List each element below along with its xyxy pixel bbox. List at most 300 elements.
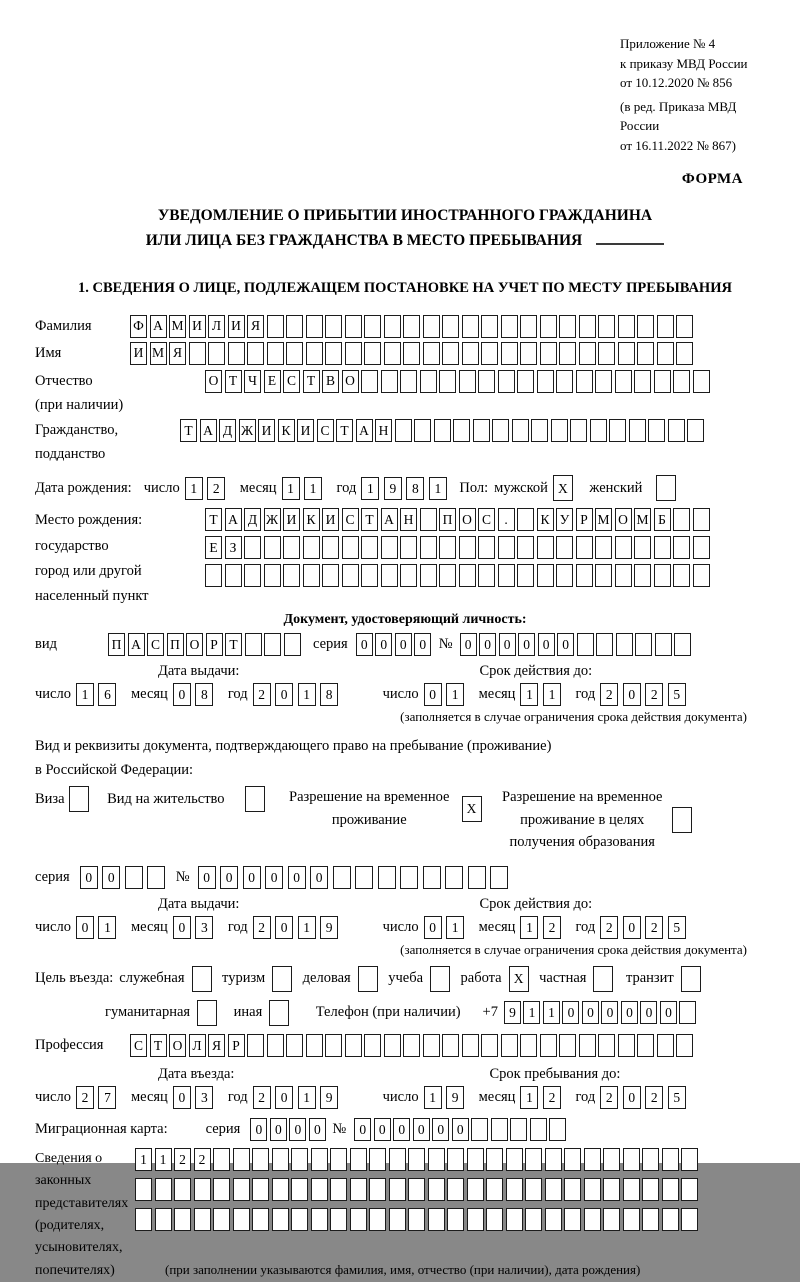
cell[interactable]: 2	[543, 916, 561, 939]
cell[interactable]	[400, 370, 417, 393]
cell[interactable]	[252, 1178, 269, 1201]
cell[interactable]	[306, 315, 323, 338]
cell[interactable]: А	[225, 508, 242, 531]
cell[interactable]: X	[462, 796, 482, 822]
cell[interactable]: 0	[424, 683, 442, 706]
cell[interactable]	[579, 1034, 596, 1057]
cell[interactable]: 7	[98, 1086, 116, 1109]
cell[interactable]: К	[278, 419, 295, 442]
cell[interactable]	[510, 1118, 527, 1141]
cell[interactable]	[286, 315, 303, 338]
cell[interactable]: 1	[282, 477, 300, 500]
cell[interactable]: 5	[668, 916, 686, 939]
cell[interactable]	[520, 315, 537, 338]
cell[interactable]	[384, 342, 401, 365]
cell[interactable]	[676, 315, 693, 338]
cell[interactable]	[595, 564, 612, 587]
cell[interactable]	[286, 342, 303, 365]
cell[interactable]	[361, 536, 378, 559]
cell[interactable]: 2	[600, 916, 618, 939]
cell[interactable]	[233, 1208, 250, 1231]
cell[interactable]	[673, 536, 690, 559]
cell[interactable]: 2	[253, 1086, 271, 1109]
cell[interactable]	[672, 807, 692, 833]
cell[interactable]	[556, 370, 573, 393]
cell[interactable]	[687, 419, 704, 442]
cell[interactable]: 0	[395, 633, 412, 656]
cell[interactable]	[481, 315, 498, 338]
cell[interactable]	[520, 342, 537, 365]
issue2-month-boxes[interactable]	[173, 916, 218, 939]
entry-year-boxes[interactable]	[253, 1086, 343, 1109]
cell[interactable]	[517, 370, 534, 393]
cell[interactable]: М	[150, 342, 167, 365]
cell[interactable]: 1	[135, 1148, 152, 1171]
cell[interactable]: А	[381, 508, 398, 531]
cell[interactable]: 0	[270, 1118, 287, 1141]
cell[interactable]	[213, 1208, 230, 1231]
cell[interactable]: 0	[601, 1001, 618, 1024]
cell[interactable]	[579, 342, 596, 365]
cell[interactable]: 0	[623, 683, 641, 706]
cell[interactable]: И	[189, 315, 206, 338]
cell[interactable]	[420, 370, 437, 393]
cell[interactable]: Н	[375, 419, 392, 442]
valid2-year-boxes[interactable]	[600, 916, 690, 939]
cell[interactable]	[657, 342, 674, 365]
doc2-number-boxes[interactable]	[198, 866, 513, 889]
cell[interactable]: Ж	[264, 508, 281, 531]
cell[interactable]	[537, 536, 554, 559]
cell[interactable]	[442, 342, 459, 365]
cell[interactable]	[197, 1000, 217, 1026]
cell[interactable]: Р	[228, 1034, 245, 1057]
cell[interactable]	[408, 1148, 425, 1171]
cell[interactable]	[400, 866, 418, 889]
issue1-month-boxes[interactable]	[173, 683, 218, 706]
cell[interactable]	[471, 1118, 488, 1141]
cell[interactable]: 0	[518, 633, 535, 656]
viza-checkbox[interactable]	[69, 786, 92, 812]
cell[interactable]	[478, 564, 495, 587]
cell[interactable]	[615, 536, 632, 559]
cell[interactable]	[269, 1000, 289, 1026]
cell[interactable]	[506, 1148, 523, 1171]
cell[interactable]: 0	[288, 866, 306, 889]
cell[interactable]: Б	[654, 508, 671, 531]
representatives-boxes-row3[interactable]	[135, 1208, 701, 1231]
cell[interactable]: 9	[384, 477, 402, 500]
cell[interactable]	[423, 1034, 440, 1057]
cell[interactable]	[556, 536, 573, 559]
cell[interactable]: Т	[180, 419, 197, 442]
cell[interactable]	[423, 342, 440, 365]
cell[interactable]: 0	[538, 633, 555, 656]
cell[interactable]: Т	[205, 508, 222, 531]
cell[interactable]	[381, 370, 398, 393]
cell[interactable]	[693, 508, 710, 531]
stay-day-boxes[interactable]	[424, 1086, 469, 1109]
cell[interactable]	[657, 1034, 674, 1057]
birth-year-boxes[interactable]	[361, 477, 451, 500]
cell[interactable]	[252, 1148, 269, 1171]
cell[interactable]	[501, 342, 518, 365]
cell[interactable]: 0	[414, 633, 431, 656]
purpose-chastnaya-checkbox[interactable]	[593, 966, 616, 992]
cell[interactable]	[247, 1034, 264, 1057]
cell[interactable]	[125, 866, 143, 889]
cell[interactable]	[291, 1208, 308, 1231]
cell[interactable]	[674, 633, 691, 656]
cell[interactable]	[350, 1148, 367, 1171]
cell[interactable]: И	[283, 508, 300, 531]
cell[interactable]	[325, 1034, 342, 1057]
cell[interactable]	[311, 1178, 328, 1201]
cell[interactable]	[654, 564, 671, 587]
cell[interactable]	[549, 1118, 566, 1141]
cell[interactable]	[540, 315, 557, 338]
cell[interactable]	[467, 1148, 484, 1171]
cell[interactable]	[381, 536, 398, 559]
cell[interactable]: 1	[543, 683, 561, 706]
cell[interactable]	[490, 866, 508, 889]
cell[interactable]	[598, 315, 615, 338]
cell[interactable]	[673, 508, 690, 531]
cell[interactable]: О	[459, 508, 476, 531]
cell[interactable]: Д	[219, 419, 236, 442]
cell[interactable]: Т	[225, 370, 242, 393]
cell[interactable]	[272, 1208, 289, 1231]
cell[interactable]	[147, 866, 165, 889]
cell[interactable]	[330, 1178, 347, 1201]
cell[interactable]	[584, 1208, 601, 1231]
cell[interactable]: В	[322, 370, 339, 393]
cell[interactable]	[478, 536, 495, 559]
birth-day-boxes[interactable]	[185, 477, 230, 500]
cell[interactable]	[467, 1208, 484, 1231]
cell[interactable]: 2	[253, 683, 271, 706]
cell[interactable]	[462, 1034, 479, 1057]
cell[interactable]	[291, 1178, 308, 1201]
cell[interactable]: 0	[424, 916, 442, 939]
identity-seriya-boxes[interactable]	[356, 633, 434, 656]
cell[interactable]: 1	[429, 477, 447, 500]
cell[interactable]	[208, 342, 225, 365]
cell[interactable]	[637, 315, 654, 338]
cell[interactable]	[623, 1148, 640, 1171]
cell[interactable]	[473, 419, 490, 442]
cell[interactable]	[245, 633, 262, 656]
cell[interactable]: И	[130, 342, 147, 365]
cell[interactable]	[468, 866, 486, 889]
cell[interactable]	[403, 342, 420, 365]
cell[interactable]	[369, 1208, 386, 1231]
cell[interactable]: 0	[623, 916, 641, 939]
cell[interactable]	[361, 370, 378, 393]
cell[interactable]	[491, 1118, 508, 1141]
cell[interactable]	[512, 419, 529, 442]
cell[interactable]	[345, 342, 362, 365]
cell[interactable]: И	[297, 419, 314, 442]
cell[interactable]	[361, 564, 378, 587]
cell[interactable]	[325, 342, 342, 365]
cell[interactable]	[333, 866, 351, 889]
cell[interactable]	[668, 419, 685, 442]
cell[interactable]: С	[147, 633, 164, 656]
cell[interactable]: 8	[320, 683, 338, 706]
cell[interactable]	[194, 1178, 211, 1201]
cell[interactable]: 0	[452, 1118, 469, 1141]
cell[interactable]	[453, 419, 470, 442]
cell[interactable]	[174, 1178, 191, 1201]
cell[interactable]	[428, 1178, 445, 1201]
cell[interactable]	[676, 1034, 693, 1057]
cell[interactable]	[506, 1208, 523, 1231]
cell[interactable]	[576, 370, 593, 393]
cell[interactable]	[623, 1208, 640, 1231]
cell[interactable]	[389, 1178, 406, 1201]
cell[interactable]	[306, 342, 323, 365]
cell[interactable]	[540, 342, 557, 365]
cell[interactable]	[311, 1208, 328, 1231]
cell[interactable]	[616, 633, 633, 656]
profession-boxes[interactable]	[130, 1034, 696, 1057]
patronymic-boxes[interactable]	[205, 370, 712, 393]
cell[interactable]	[577, 633, 594, 656]
cell[interactable]: 9	[320, 1086, 338, 1109]
cell[interactable]: 0	[275, 683, 293, 706]
cell[interactable]	[244, 564, 261, 587]
cell[interactable]: 0	[309, 1118, 326, 1141]
cell[interactable]	[595, 370, 612, 393]
cell[interactable]: 0	[499, 633, 516, 656]
cell[interactable]	[656, 475, 676, 501]
cell[interactable]	[434, 419, 451, 442]
cell[interactable]	[330, 1208, 347, 1231]
cell[interactable]: 2	[600, 683, 618, 706]
cell[interactable]	[233, 1148, 250, 1171]
cell[interactable]	[442, 1034, 459, 1057]
cell[interactable]: Ф	[130, 315, 147, 338]
representatives-boxes-row2[interactable]	[135, 1178, 701, 1201]
cell[interactable]	[447, 1178, 464, 1201]
rvp-edu-checkbox[interactable]	[672, 807, 695, 833]
entry-month-boxes[interactable]	[173, 1086, 218, 1109]
cell[interactable]: 1	[298, 683, 316, 706]
issue1-day-boxes[interactable]	[76, 683, 121, 706]
valid1-month-boxes[interactable]	[520, 683, 565, 706]
cell[interactable]	[439, 564, 456, 587]
cell[interactable]: 0	[621, 1001, 638, 1024]
cell[interactable]	[603, 1178, 620, 1201]
cell[interactable]: X	[509, 966, 529, 992]
cell[interactable]: 0	[479, 633, 496, 656]
cell[interactable]: 0	[640, 1001, 657, 1024]
issue2-day-boxes[interactable]	[76, 916, 121, 939]
cell[interactable]: 3	[195, 1086, 213, 1109]
cell[interactable]	[642, 1178, 659, 1201]
cell[interactable]: 0	[289, 1118, 306, 1141]
cell[interactable]	[423, 315, 440, 338]
cell[interactable]	[598, 1034, 615, 1057]
stay-year-boxes[interactable]	[600, 1086, 690, 1109]
cell[interactable]	[655, 633, 672, 656]
cell[interactable]	[693, 536, 710, 559]
cell[interactable]	[648, 419, 665, 442]
phone-boxes[interactable]	[504, 1001, 699, 1024]
cell[interactable]: О	[186, 633, 203, 656]
cell[interactable]	[681, 1178, 698, 1201]
cell[interactable]: 0	[275, 916, 293, 939]
cell[interactable]: 2	[207, 477, 225, 500]
cell[interactable]: И	[258, 419, 275, 442]
cell[interactable]: 2	[543, 1086, 561, 1109]
cell[interactable]: 0	[562, 1001, 579, 1024]
cell[interactable]	[400, 564, 417, 587]
cell[interactable]	[531, 419, 548, 442]
cell[interactable]: 9	[504, 1001, 521, 1024]
cell[interactable]: Е	[264, 370, 281, 393]
cell[interactable]: Л	[208, 315, 225, 338]
cell[interactable]: 2	[76, 1086, 94, 1109]
cell[interactable]	[559, 315, 576, 338]
cell[interactable]	[598, 342, 615, 365]
cell[interactable]	[369, 1178, 386, 1201]
cell[interactable]	[389, 1208, 406, 1231]
cell[interactable]	[486, 1178, 503, 1201]
migration-number-boxes[interactable]	[354, 1118, 569, 1141]
vnzh-checkbox[interactable]	[245, 786, 268, 812]
cell[interactable]	[267, 1034, 284, 1057]
cell[interactable]: С	[342, 508, 359, 531]
valid1-year-boxes[interactable]	[600, 683, 690, 706]
cell[interactable]	[459, 564, 476, 587]
purpose-turizm-checkbox[interactable]	[272, 966, 295, 992]
cell[interactable]	[420, 508, 437, 531]
cell[interactable]	[264, 564, 281, 587]
cell[interactable]	[618, 315, 635, 338]
cell[interactable]	[252, 1208, 269, 1231]
rvp-checkbox[interactable]	[462, 796, 485, 822]
cell[interactable]: X	[553, 475, 573, 501]
cell[interactable]	[325, 315, 342, 338]
citizenship-boxes[interactable]	[180, 419, 707, 442]
cell[interactable]	[306, 1034, 323, 1057]
cell[interactable]: И	[228, 315, 245, 338]
cell[interactable]: 1	[520, 916, 538, 939]
cell[interactable]	[174, 1208, 191, 1231]
cell[interactable]: С	[130, 1034, 147, 1057]
cell[interactable]: 1	[446, 916, 464, 939]
cell[interactable]: 0	[374, 1118, 391, 1141]
cell[interactable]: 2	[174, 1148, 191, 1171]
cell[interactable]: 0	[250, 1118, 267, 1141]
cell[interactable]	[445, 866, 463, 889]
cell[interactable]: О	[342, 370, 359, 393]
cell[interactable]	[135, 1178, 152, 1201]
cell[interactable]	[559, 342, 576, 365]
cell[interactable]: 9	[446, 1086, 464, 1109]
cell[interactable]	[189, 342, 206, 365]
cell[interactable]	[408, 1178, 425, 1201]
cell[interactable]	[498, 370, 515, 393]
cell[interactable]	[486, 1148, 503, 1171]
cell[interactable]: 0	[265, 866, 283, 889]
cell[interactable]	[272, 1148, 289, 1171]
cell[interactable]	[342, 564, 359, 587]
cell[interactable]	[637, 342, 654, 365]
cell[interactable]: А	[356, 419, 373, 442]
cell[interactable]	[192, 966, 212, 992]
cell[interactable]	[350, 1178, 367, 1201]
cell[interactable]	[228, 342, 245, 365]
cell[interactable]	[135, 1208, 152, 1231]
issue2-year-boxes[interactable]	[253, 916, 343, 939]
cell[interactable]: С	[478, 508, 495, 531]
purpose-tranzit-checkbox[interactable]	[681, 966, 704, 992]
cell[interactable]: 0	[356, 633, 373, 656]
cell[interactable]	[530, 1118, 547, 1141]
cell[interactable]: 0	[432, 1118, 449, 1141]
cell[interactable]	[590, 419, 607, 442]
doc2-seriya-boxes[interactable]	[80, 866, 170, 889]
cell[interactable]	[517, 536, 534, 559]
cell[interactable]	[564, 1148, 581, 1171]
cell[interactable]	[498, 564, 515, 587]
cell[interactable]: 6	[98, 683, 116, 706]
cell[interactable]: 1	[446, 683, 464, 706]
cell[interactable]	[311, 1148, 328, 1171]
cell[interactable]: Т	[336, 419, 353, 442]
cell[interactable]	[618, 342, 635, 365]
cell[interactable]: Ж	[239, 419, 256, 442]
cell[interactable]	[584, 1178, 601, 1201]
cell[interactable]	[478, 370, 495, 393]
cell[interactable]: 0	[375, 633, 392, 656]
cell[interactable]	[642, 1208, 659, 1231]
cell[interactable]	[378, 866, 396, 889]
cell[interactable]	[635, 633, 652, 656]
cell[interactable]	[283, 536, 300, 559]
birth-place-boxes-row1[interactable]	[205, 508, 712, 531]
cell[interactable]: С	[317, 419, 334, 442]
cell[interactable]	[459, 370, 476, 393]
cell[interactable]	[400, 536, 417, 559]
cell[interactable]	[615, 564, 632, 587]
cell[interactable]: А	[150, 315, 167, 338]
cell[interactable]	[618, 1034, 635, 1057]
cell[interactable]	[629, 419, 646, 442]
cell[interactable]	[662, 1208, 679, 1231]
cell[interactable]	[283, 564, 300, 587]
cell[interactable]: 0	[660, 1001, 677, 1024]
cell[interactable]	[245, 786, 265, 812]
cell[interactable]: 0	[460, 633, 477, 656]
birth-place-boxes-row3[interactable]	[205, 564, 712, 587]
entry-day-boxes[interactable]	[76, 1086, 121, 1109]
cell[interactable]	[481, 342, 498, 365]
representatives-boxes-row1[interactable]	[135, 1148, 701, 1171]
cell[interactable]	[673, 564, 690, 587]
cell[interactable]: 0	[173, 1086, 191, 1109]
cell[interactable]	[564, 1208, 581, 1231]
cell[interactable]	[364, 342, 381, 365]
issue1-year-boxes[interactable]	[253, 683, 343, 706]
cell[interactable]: Н	[400, 508, 417, 531]
cell[interactable]: 2	[194, 1148, 211, 1171]
cell[interactable]	[384, 1034, 401, 1057]
cell[interactable]	[537, 370, 554, 393]
